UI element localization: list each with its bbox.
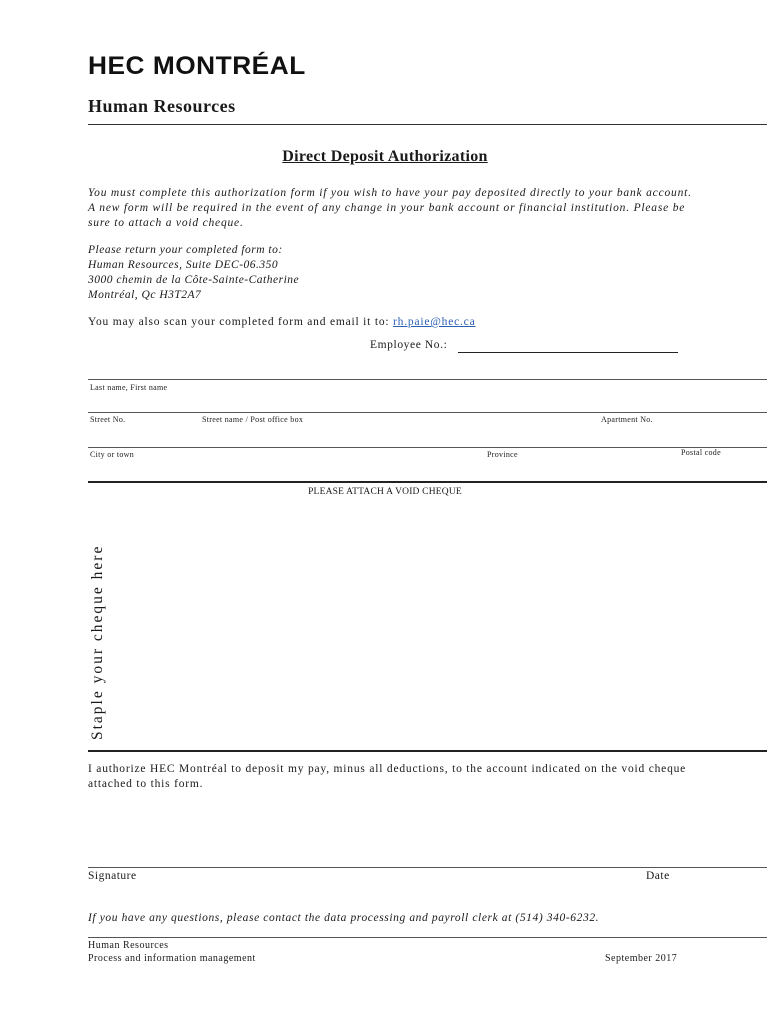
questions-note: If you have any questions, please contact the data processing and payroll clerk at (514) 340-6232.	[88, 912, 600, 924]
email-link[interactable]: rh.paie@hec.ca	[393, 316, 476, 328]
footer-unit: Process and information management	[88, 953, 256, 964]
authorization-statement: I authorize HEC Montréal to deposit my pay, minus all deductions, to the account indicated on the void cheque attached to this form.	[88, 763, 687, 790]
signature-label: Signature	[88, 870, 137, 882]
street-no-label: Street No.	[90, 415, 126, 424]
last-first-name-label: Last name, First name	[90, 383, 168, 392]
section-divider	[88, 481, 767, 483]
last-first-name-field[interactable]	[88, 393, 767, 411]
field-divider	[88, 447, 767, 448]
footer-date: September 2017	[605, 953, 678, 964]
city-label: City or town	[90, 450, 135, 459]
section-divider	[88, 750, 767, 752]
intro-paragraph: You must complete this authorization form if you wish to have your pay deposited directly to your bank account. A new form will be required in the event of any change in your bank account or financial institution. Please be sure to attach a void cheque.	[88, 187, 692, 229]
apartment-no-label: Apartment No.	[601, 415, 653, 424]
form-title: Direct Deposit Authorization	[282, 148, 488, 165]
street-name-label: Street name / Post office box	[202, 415, 304, 424]
postal-code-label: Postal code	[681, 448, 721, 457]
field-divider	[88, 379, 767, 380]
employee-no-field[interactable]	[458, 352, 678, 353]
staple-cheque-label: Staple your cheque here	[89, 544, 106, 740]
hec-montreal-logo: HEC MONTRÉAL	[88, 52, 306, 80]
city-province-field[interactable]	[88, 460, 767, 480]
street-address-field[interactable]	[88, 425, 767, 445]
return-address-line: Please return your completed form to:	[88, 244, 283, 256]
footer-department: Human Resources	[88, 940, 169, 951]
return-address-line: 3000 chemin de la Côte-Sainte-Catherine	[88, 274, 300, 286]
signature-line	[88, 867, 767, 868]
scan-instruction	[88, 316, 476, 328]
footer-divider	[88, 937, 767, 938]
date-label: Date	[646, 870, 670, 882]
scan-text: You may also scan your completed form and email it to:	[88, 316, 394, 328]
return-address-line: Human Resources, Suite DEC-06.350	[88, 259, 279, 271]
department-heading: Human Resources	[88, 96, 236, 116]
return-address	[88, 243, 299, 303]
return-address-line: Montréal, Qc H3T2A7	[88, 289, 202, 301]
attach-void-cheque-label: PLEASE ATTACH A VOID CHEQUE	[308, 487, 462, 497]
header-divider	[88, 124, 767, 125]
field-divider	[88, 412, 767, 413]
employee-no-label: Employee No.:	[370, 339, 448, 351]
province-label: Province	[487, 450, 518, 459]
